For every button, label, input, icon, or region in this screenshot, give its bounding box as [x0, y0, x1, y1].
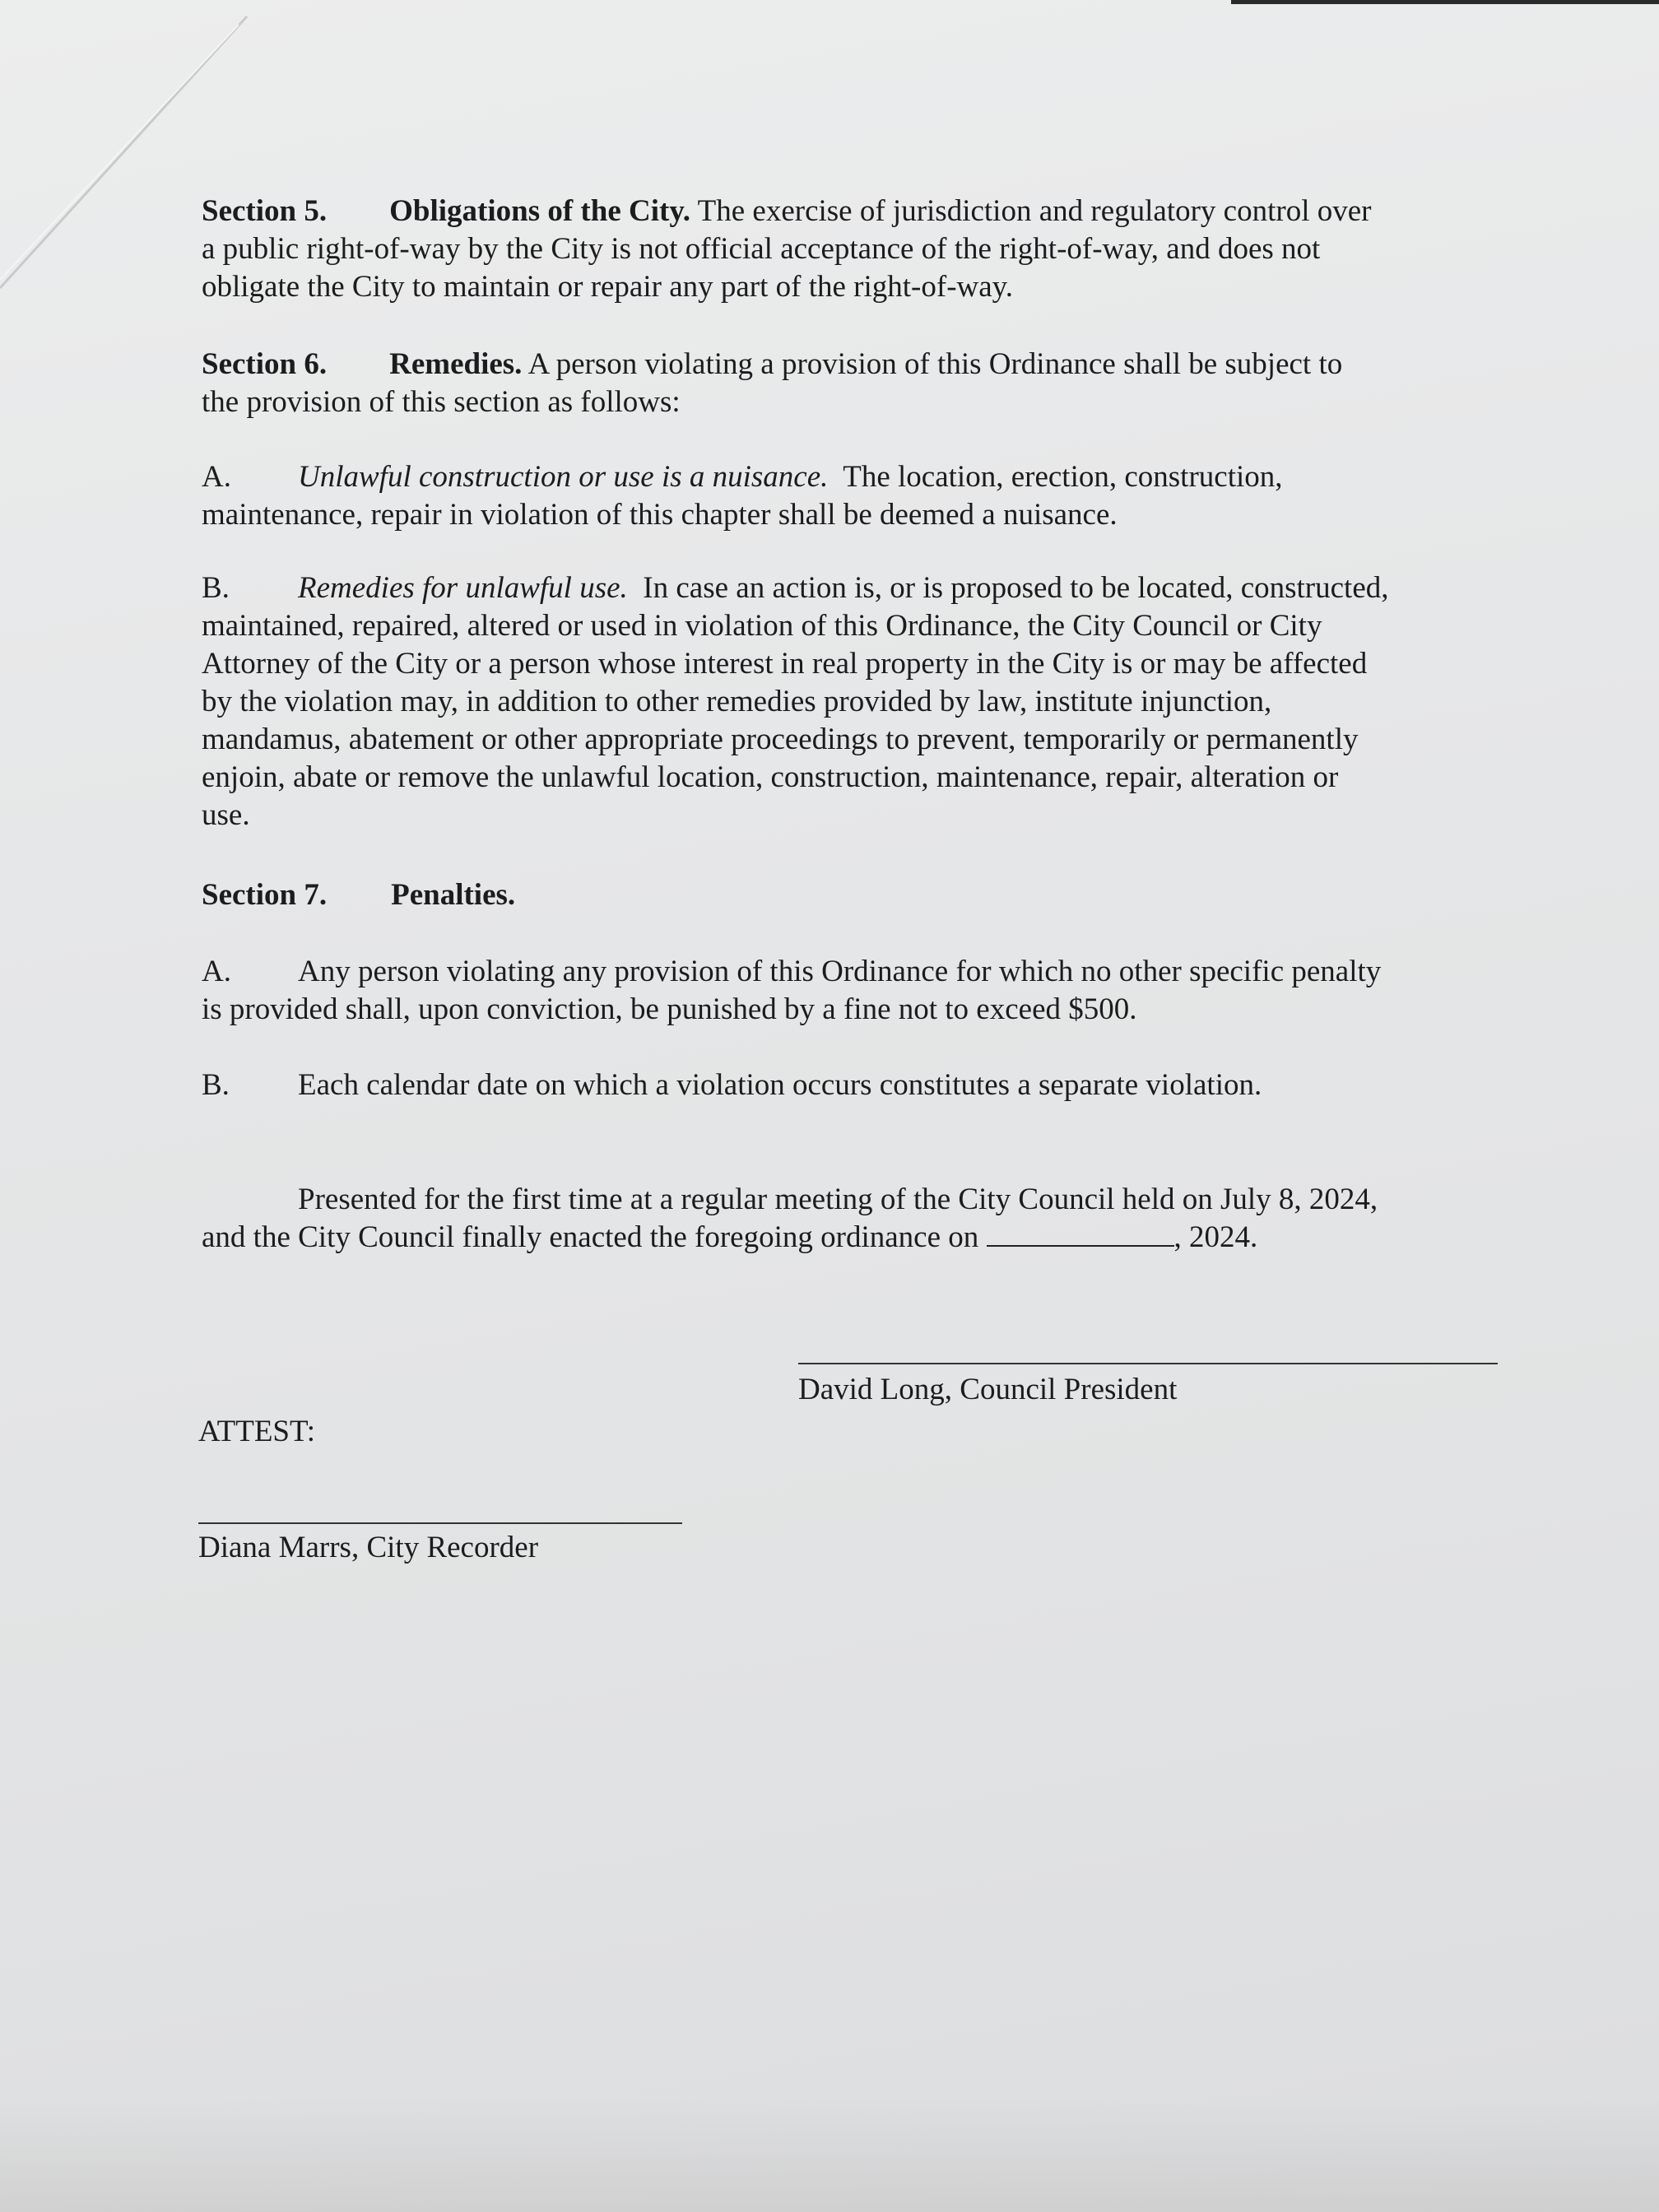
- subsection-title: Unlawful construction or use is a nuisance.: [298, 460, 829, 494]
- subsection-marker: A.: [202, 955, 231, 988]
- section-6-subsection-b: [202, 569, 1494, 834]
- section-5: [202, 193, 1494, 306]
- subsection-text: maintained, repaired, altered or used in violation of this Ordinance, the City Council or City: [202, 609, 1322, 643]
- section-6-text: the provision of this section as follows:: [202, 385, 681, 419]
- section-7-label: Section 7.: [202, 878, 328, 912]
- section-6-text: A person violating a provision of this Ordinance shall be subject to: [527, 347, 1343, 381]
- subsection-text: Each calendar date on which a violation occurs constitutes a separate violation.: [298, 1068, 1262, 1102]
- subsection-text: enjoin, abate or remove the unlawful location, construction, maintenance, repair, alteration or: [202, 760, 1339, 794]
- section-6-label: Section 6.: [202, 347, 328, 381]
- section-5-label: Section 5.: [202, 194, 328, 228]
- subsection-text: The location, erection, construction,: [843, 460, 1283, 494]
- subsection-marker: A.: [202, 460, 231, 494]
- section-7-heading: Penalties.: [391, 878, 516, 912]
- section-6: [202, 346, 1494, 421]
- section-7-subsection-a: [202, 953, 1494, 1029]
- section-7-subsection-b: [202, 1066, 1494, 1104]
- subsection-marker: B.: [202, 571, 230, 605]
- subsection-text: by the violation may, in addition to other remedies provided by law, institute injunction,: [202, 685, 1272, 718]
- subsection-text: use.: [202, 798, 250, 832]
- section-5-text: obligate the City to maintain or repair any part of the right-of-way.: [202, 270, 1014, 304]
- subsection-text: maintenance, repair in violation of this chapter shall be deemed a nuisance.: [202, 498, 1118, 532]
- section-5-heading: Obligations of the City.: [389, 194, 691, 228]
- recorder-signature-line[interactable]: [198, 1522, 682, 1524]
- page-bottom-shade: [0, 2097, 1659, 2212]
- subsection-text: In case an action is, or is proposed to be located, constructed,: [643, 571, 1389, 605]
- section-5-text: a public right-of-way by the City is not official acceptance of the right-of-way, and does not: [202, 232, 1321, 266]
- enactment-date-blank[interactable]: [987, 1220, 1174, 1247]
- section-7: [202, 876, 1494, 914]
- president-name: David Long, Council President: [798, 1373, 1178, 1406]
- subsection-text: Attorney of the City or a person whose interest in real property in the City is or may be affected: [202, 647, 1368, 681]
- page-edge-shadow: [1231, 0, 1659, 4]
- enactment-year: , 2024.: [1173, 1220, 1258, 1254]
- subsection-title: Remedies for unlawful use.: [298, 571, 628, 605]
- section-5-text: The exercise of jurisdiction and regulatory control over: [697, 194, 1372, 228]
- enactment-text: Presented for the first time at a regular meeting of the City Council held on July 8, 2024,: [298, 1183, 1378, 1216]
- subsection-text: Any person violating any provision of this Ordinance for which no other specific penalty: [298, 955, 1382, 988]
- section-6-subsection-a: [202, 458, 1494, 534]
- subsection-marker: B.: [202, 1068, 230, 1102]
- section-6-heading: Remedies.: [389, 347, 523, 381]
- subsection-text: mandamus, abatement or other appropriate proceedings to prevent, temporarily or permanently: [202, 723, 1359, 756]
- enactment-paragraph: [202, 1181, 1494, 1257]
- subsection-text: is provided shall, upon conviction, be punished by a fine not to exceed $500.: [202, 992, 1137, 1026]
- president-signature-line[interactable]: [798, 1363, 1498, 1364]
- attest-label: ATTEST:: [198, 1415, 316, 1448]
- enactment-text: and the City Council finally enacted the foregoing ordinance on: [202, 1220, 979, 1254]
- recorder-name: Diana Marrs, City Recorder: [198, 1531, 539, 1564]
